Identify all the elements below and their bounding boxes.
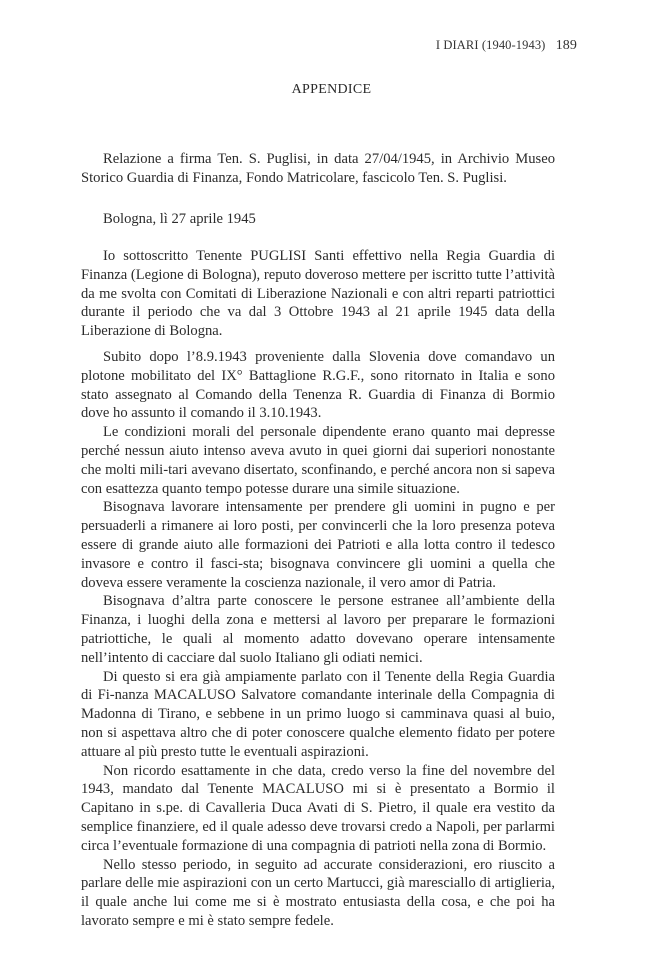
intro-paragraph [81, 247, 555, 341]
paragraph: Nello stesso periodo, in seguito ad accurate considerazioni, ero riuscito a parlare delle mie aspirazioni con un certo Martucci, già maresciallo di artiglieria, il quale anche lui come me si è mostrato entusiasta della cosa, e che poi ha lavorato sempre e mi è stato sempre fedele. [81, 856, 555, 929]
paragraph: Bisognava d’altra parte conoscere le persone estranee all’ambiente della Finanza, i luoghi della zona e mettersi al lavoro per preparare le formazioni patriottiche, le quali al momento adatto dovevano operare intensamente nell’intento di cacciare dal suolo Italiano gli odiati nemici. [81, 593, 555, 666]
source-note-text: Relazione a firma Ten. S. Puglisi, in data 27/04/1945, in Archivio Museo Storico Guardia di Finanza, Fondo Matricolare, fascicolo Ten. S. Puglisi. [81, 151, 555, 186]
running-header [436, 38, 577, 54]
place-date-text: Bologna, lì 27 aprile 1945 [103, 211, 256, 227]
intro-text: Io sottoscritto Tenente PUGLISI Santi effettivo nella Regia Guardia di Finanza (Legione di Bologna), reputo doveroso mettere per iscritto tutte l’attività da me svolta con Comitati di Liberazione Nazionali e con altri reparti patriottici durante il periodo che va dal 3 Ottobre 1943 al 21 aprile 1945 data della Liberazione di Bologna. [81, 248, 555, 340]
place-date [81, 210, 555, 229]
paragraph: Le condizioni morali del personale dipendente erano quanto mai depresse perché nessun aiuto intenso aveva avuto in quei giorni dai superiori nonostante che molti mili-tari avevano disertato, sconfinando, e perché ancora non si sapeva con esattezza quanto tempo potesse durare una simile situazione. [81, 424, 555, 497]
paragraph: Non ricordo esattamente in che data, credo verso la fine del novembre del 1943, mandato dal Tenente MACALUSO mi si è presentato a Bormio il Capitano in s.pe. di Cavalleria Duca Avati di S. Pietro, il quale era vestito da semplice finanziere, ed il quale adesso deve trovarsi credo a Napoli, per parlarmi circa l’eventuale formazione di una compagnia di patrioti nella zona di Bormio. [81, 762, 555, 854]
running-title: I DIARI (1940-1943) [435, 38, 546, 52]
page-number: 189 [555, 38, 577, 53]
paragraph: Subito dopo l’8.9.1943 proveniente dalla Slovenia dove comandavo un plotone mobilitato del IX° Battaglione R.G.F., sono ritornato in Italia e sono stato assegnato al Comando della Tenenza R. Guardia di Finanza di Bormio dove ho assunto il comando il 3.10.1943. [81, 349, 555, 422]
paragraph: Bisognava lavorare intensamente per prendere gli uomini in pugno e per persuaderli a rimanere ai loro posti, per convincerli che la loro presenza poteva essere di grande aiuto alle formazioni dei Patrioti e alla lotta contro il tedesco invasore e contro il fasci-sta; bisognava convincere gli uomini a quella che doveva essere veramente la coscienza nazionale, il vero amor di Patria. [81, 499, 555, 591]
paragraph: Di questo si era già ampiamente parlato con il Tenente della Regia Guardia di Fi-nanza MACALUSO Salvatore comandante interinale della Compagnia di Madonna di Tirano, e sebbene in un primo luogo si camminava quasi al buio, non si aspettava altro che di poter conoscere qualche elemento fidato per potere attuare al più presto tutte le eventuali aspirazioni. [81, 668, 555, 760]
main-text [81, 348, 555, 931]
source-note [81, 150, 555, 188]
section-title: APPENDICE [291, 82, 372, 97]
